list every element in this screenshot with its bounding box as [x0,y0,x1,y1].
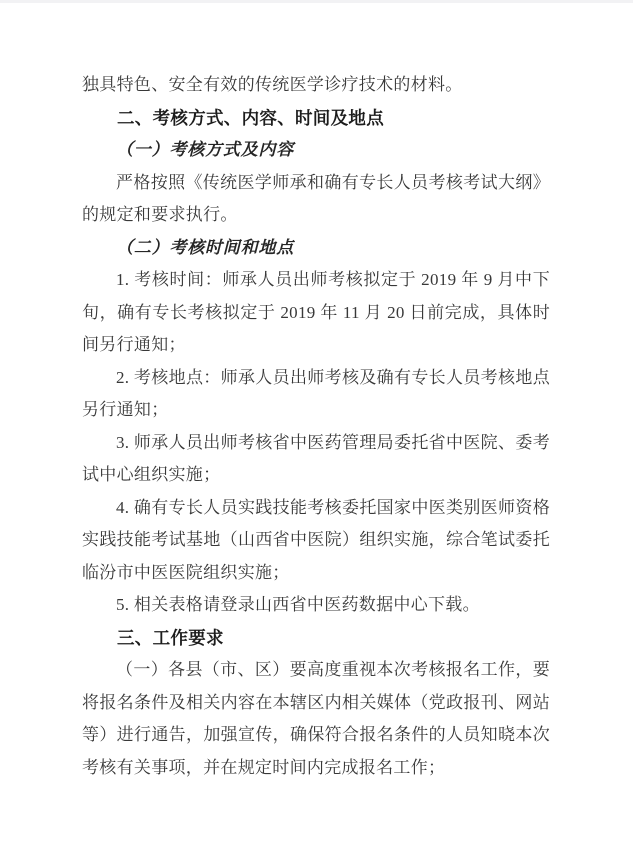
list-item-specialty-exam-organizer: 4. 确有专长人员实践技能考核委托国家中医类别医师资格实践技能考试基地（山西省中医院）组织实施，综合笔试委托临汾市中医医院组织实施； [82,497,550,582]
paragraph-exam-content: 严格按照《传统医学师承和确有专长人员考核考试大纲》的规定和要求执行。 [82,172,550,224]
paragraph-work-requirement-1: （一）各县（市、区）要高度重视本次考核报名工作，要将报名条件及相关内容在本辖区内相关媒体（党政报刊、网站等）进行通告，加强宣传，确保符合报名条件的人员知晓本次考核有关事项，并在规定时间内完成报名工作； [82,660,550,777]
subsection-heading-2-2: （二）考核时间和地点 [116,237,294,257]
page-top-edge [0,0,633,3]
list-item-mentor-exam-organizer: 3. 师承人员出师考核省中医药管理局委托省中医院、委考试中心组织实施； [82,432,550,484]
list-item-exam-location: 2. 考核地点：师承人员出师考核及确有专长人员考核地点另行通知； [82,367,550,419]
list-item-exam-time: 1. 考核时间：师承人员出师考核拟定于 2019 年 9 月中下旬，确有专长考核拟定于 2019 年 11 月 20 日前完成，具体时间另行通知； [82,270,550,354]
section-heading-2: 二、考核方式、内容、时间及地点 [117,107,384,128]
list-item-forms-download: 5. 相关表格请登录山西省中医药数据中心下载。 [116,595,480,614]
paragraph-continuation: 独具特色、安全有效的传统医学诊疗技术的材料。 [82,75,463,94]
section-heading-3: 三、工作要求 [117,627,224,648]
subsection-heading-2-1: （一）考核方式及内容 [116,140,294,159]
